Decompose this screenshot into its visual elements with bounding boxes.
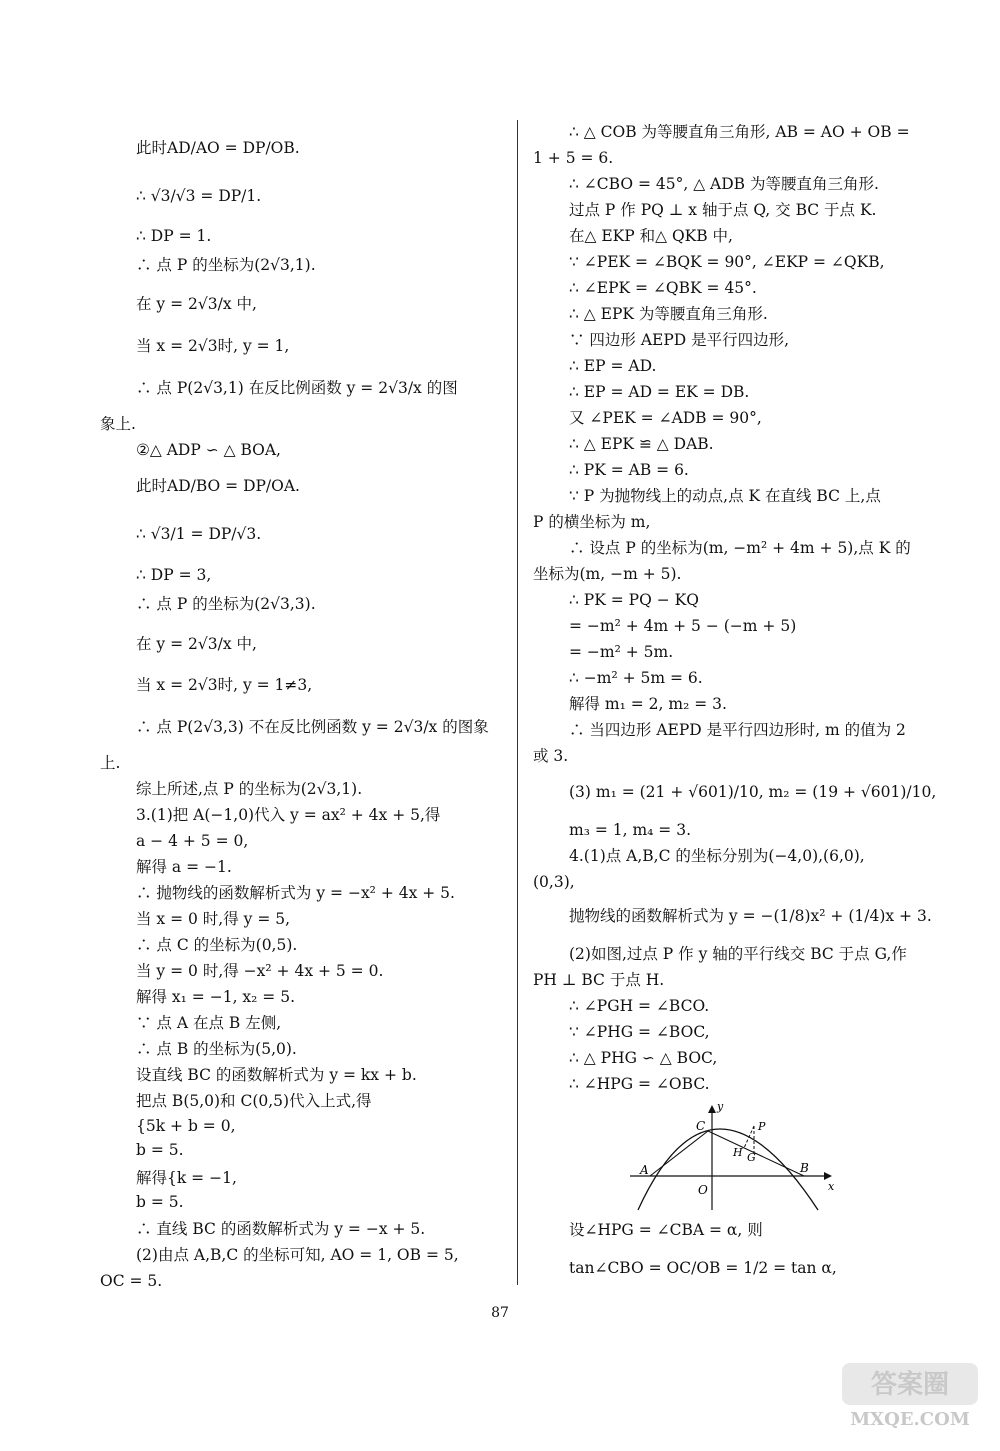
left-col-line: ∴ 点 P(2√3,1) 在反比例函数 y = 2√3/x 的图 <box>136 379 458 397</box>
left-col-line: ∴ 点 P(2√3,3) 不在反比例函数 y = 2√3/x 的图象 <box>136 718 489 736</box>
label-O: O <box>698 1183 708 1197</box>
watermark-logo <box>840 1361 980 1431</box>
right-col-line: ∴ △ COB 为等腰直角三角形, AB = AO + OB = <box>569 123 910 141</box>
left-col-line: {5k + b = 0, <box>136 1117 236 1135</box>
line-BC <box>708 1131 804 1176</box>
svg-text:MXQE.COM: MXQE.COM <box>850 1409 970 1430</box>
page-number: 87 <box>491 1305 509 1321</box>
left-col-line: ∴ 抛物线的函数解析式为 y = −x² + 4x + 5. <box>136 884 455 902</box>
label-P: P <box>758 1120 766 1133</box>
y-axis-arrow <box>708 1105 716 1113</box>
right-col-line: P 的横坐标为 m, <box>533 513 651 531</box>
right-col-line: ∴ 当四边形 AEPD 是平行四边形时, m 的值为 2 <box>569 721 906 739</box>
right-col-line: (0,3), <box>533 873 575 891</box>
left-col-line: ∴ 点 P 的坐标为(2√3,3). <box>136 595 316 613</box>
parabola-figure <box>620 1100 840 1215</box>
left-col-line: ∴ √3/1 = DP/√3. <box>136 525 262 543</box>
left-col-line: 当 y = 0 时,得 −x² + 4x + 5 = 0. <box>136 962 384 980</box>
left-col-line: 此时AD/AO = DP/OB. <box>136 139 300 157</box>
left-col-line: 设直线 BC 的函数解析式为 y = kx + b. <box>136 1066 417 1084</box>
right-col-line: 在△ EKP 和△ QKB 中, <box>569 227 733 245</box>
right-col-line: ∴ △ EPK 为等腰直角三角形. <box>569 305 768 323</box>
left-col-line: 综上所述,点 P 的坐标为(2√3,1). <box>136 780 363 798</box>
left-col-line: ②△ ADP ∽ △ BOA, <box>136 441 281 459</box>
right-col-line: 抛物线的函数解析式为 y = −(1/8)x² + (1/4)x + 3. <box>569 907 932 925</box>
right-col-line: ∵ ∠PHG = ∠BOC, <box>569 1023 710 1041</box>
left-col-line: ∴ DP = 3, <box>136 566 212 584</box>
left-col-line: 象上. <box>100 415 136 433</box>
right-col-line: 解得 m₁ = 2, m₂ = 3. <box>569 695 727 713</box>
left-col-line: ∴ 点 P 的坐标为(2√3,1). <box>136 256 316 274</box>
left-col-line: a − 4 + 5 = 0, <box>136 832 249 850</box>
left-col-line: b = 5. <box>136 1193 184 1211</box>
right-col-line: ∴ ∠PGH = ∠BCO. <box>569 997 710 1015</box>
right-col-line: 过点 P 作 PQ ⊥ x 轴于点 Q, 交 BC 于点 K. <box>569 201 877 219</box>
right-col-line: m₃ = 1, m₄ = 3. <box>569 821 692 839</box>
right-col-line: 1 + 5 = 6. <box>533 149 614 167</box>
left-col-line: ∵ 点 A 在点 B 左侧, <box>136 1014 282 1032</box>
label-B: B <box>800 1161 809 1175</box>
right-col-line: (3) m₁ = (21 + √601)/10, m₂ = (19 + √601)/10, <box>569 783 937 801</box>
left-col-line: 此时AD/BO = DP/OA. <box>136 477 300 495</box>
right-col-line: (2)如图,过点 P 作 y 轴的平行线交 BC 于点 G,作 <box>569 945 907 963</box>
left-col-line: ∴ 点 C 的坐标为(0,5). <box>136 936 298 954</box>
left-col-line: (2)由点 A,B,C 的坐标可知, AO = 1, OB = 5, <box>136 1246 459 1264</box>
right-col-line: ∴ PK = PQ − KQ <box>569 591 699 609</box>
right-col-line: ∴ EP = AD = EK = DB. <box>569 383 750 401</box>
right-col-line: ∴ −m² + 5m = 6. <box>569 669 703 687</box>
right-col-line: 坐标为(m, −m + 5). <box>533 565 682 583</box>
left-col-line: 在 y = 2√3/x 中, <box>136 635 257 653</box>
right-col-line: tan∠CBO = OC/OB = 1/2 = tan α, <box>569 1259 837 1277</box>
left-col-line: 在 y = 2√3/x 中, <box>136 295 257 313</box>
right-col-line: ∴ ∠CBO = 45°, △ ADB 为等腰直角三角形. <box>569 175 879 193</box>
right-col-line: ∴ ∠EPK = ∠QBK = 45°. <box>569 279 757 297</box>
left-col-line: 3.(1)把 A(−1,0)代入 y = ax² + 4x + 5,得 <box>136 806 441 824</box>
right-col-line: ∴ △ EPK ≌ △ DAB. <box>569 435 714 453</box>
right-col-line: 4.(1)点 A,B,C 的坐标分别为(−4,0),(6,0), <box>569 847 865 865</box>
right-col-line: ∴ EP = AD. <box>569 357 657 375</box>
right-col-line: ∴ 设点 P 的坐标为(m, −m² + 4m + 5),点 K 的 <box>569 539 911 557</box>
left-col-line: ∴ 点 B 的坐标为(5,0). <box>136 1040 297 1058</box>
label-C: C <box>696 1119 706 1133</box>
label-G: G <box>747 1151 756 1164</box>
right-col-line: ∵ ∠PEK = ∠BQK = 90°, ∠EKP = ∠QKB, <box>569 253 885 271</box>
left-col-line: ∴ √3/√3 = DP/1. <box>136 187 262 205</box>
label-x: x <box>828 1180 835 1193</box>
left-col-line: 当 x = 2√3时, y = 1≠3, <box>136 676 313 694</box>
svg-text:答案圈: 答案圈 <box>870 1370 950 1400</box>
right-col-line: ∴ △ PHG ∽ △ BOC, <box>569 1049 718 1067</box>
right-col-line: 设∠HPG = ∠CBA = α, 则 <box>569 1221 763 1239</box>
left-col-line: OC = 5. <box>100 1272 163 1290</box>
right-col-line: = −m² + 4m + 5 − (−m + 5) <box>569 617 797 635</box>
left-col-line: 解得 a = −1. <box>136 858 232 876</box>
column-divider <box>517 120 518 1285</box>
right-col-line: 又 ∠PEK = ∠ADB = 90°, <box>569 409 762 427</box>
right-col-line: ∵ 四边形 AEPD 是平行四边形, <box>569 331 790 349</box>
right-col-line: ∴ ∠HPG = ∠OBC. <box>569 1075 710 1093</box>
x-axis-arrow <box>824 1172 832 1180</box>
left-col-line: 当 x = 0 时,得 y = 5, <box>136 910 291 928</box>
left-col-line: ∴ DP = 1. <box>136 227 212 245</box>
right-col-line: PH ⊥ BC 于点 H. <box>533 971 665 989</box>
right-col-line: ∵ P 为抛物线上的动点,点 K 在直线 BC 上,点 <box>569 487 881 505</box>
right-col-line: = −m² + 5m. <box>569 643 674 661</box>
label-H: H <box>733 1146 743 1159</box>
right-col-line: 或 3. <box>533 747 569 765</box>
left-col-line: 上. <box>100 754 121 772</box>
left-col-line: 把点 B(5,0)和 C(0,5)代入上式,得 <box>136 1092 372 1110</box>
segment-PH <box>744 1126 754 1148</box>
left-col-line: 解得{k = −1, <box>136 1169 237 1187</box>
label-A: A <box>640 1163 649 1177</box>
left-col-line: ∴ 直线 BC 的函数解析式为 y = −x + 5. <box>136 1220 426 1238</box>
left-col-line: 当 x = 2√3时, y = 1, <box>136 337 290 355</box>
line-AC <box>650 1131 708 1176</box>
left-col-line: b = 5. <box>136 1141 184 1159</box>
right-col-line: ∴ PK = AB = 6. <box>569 461 689 479</box>
label-y: y <box>717 1100 724 1113</box>
left-col-line: 解得 x₁ = −1, x₂ = 5. <box>136 988 296 1006</box>
